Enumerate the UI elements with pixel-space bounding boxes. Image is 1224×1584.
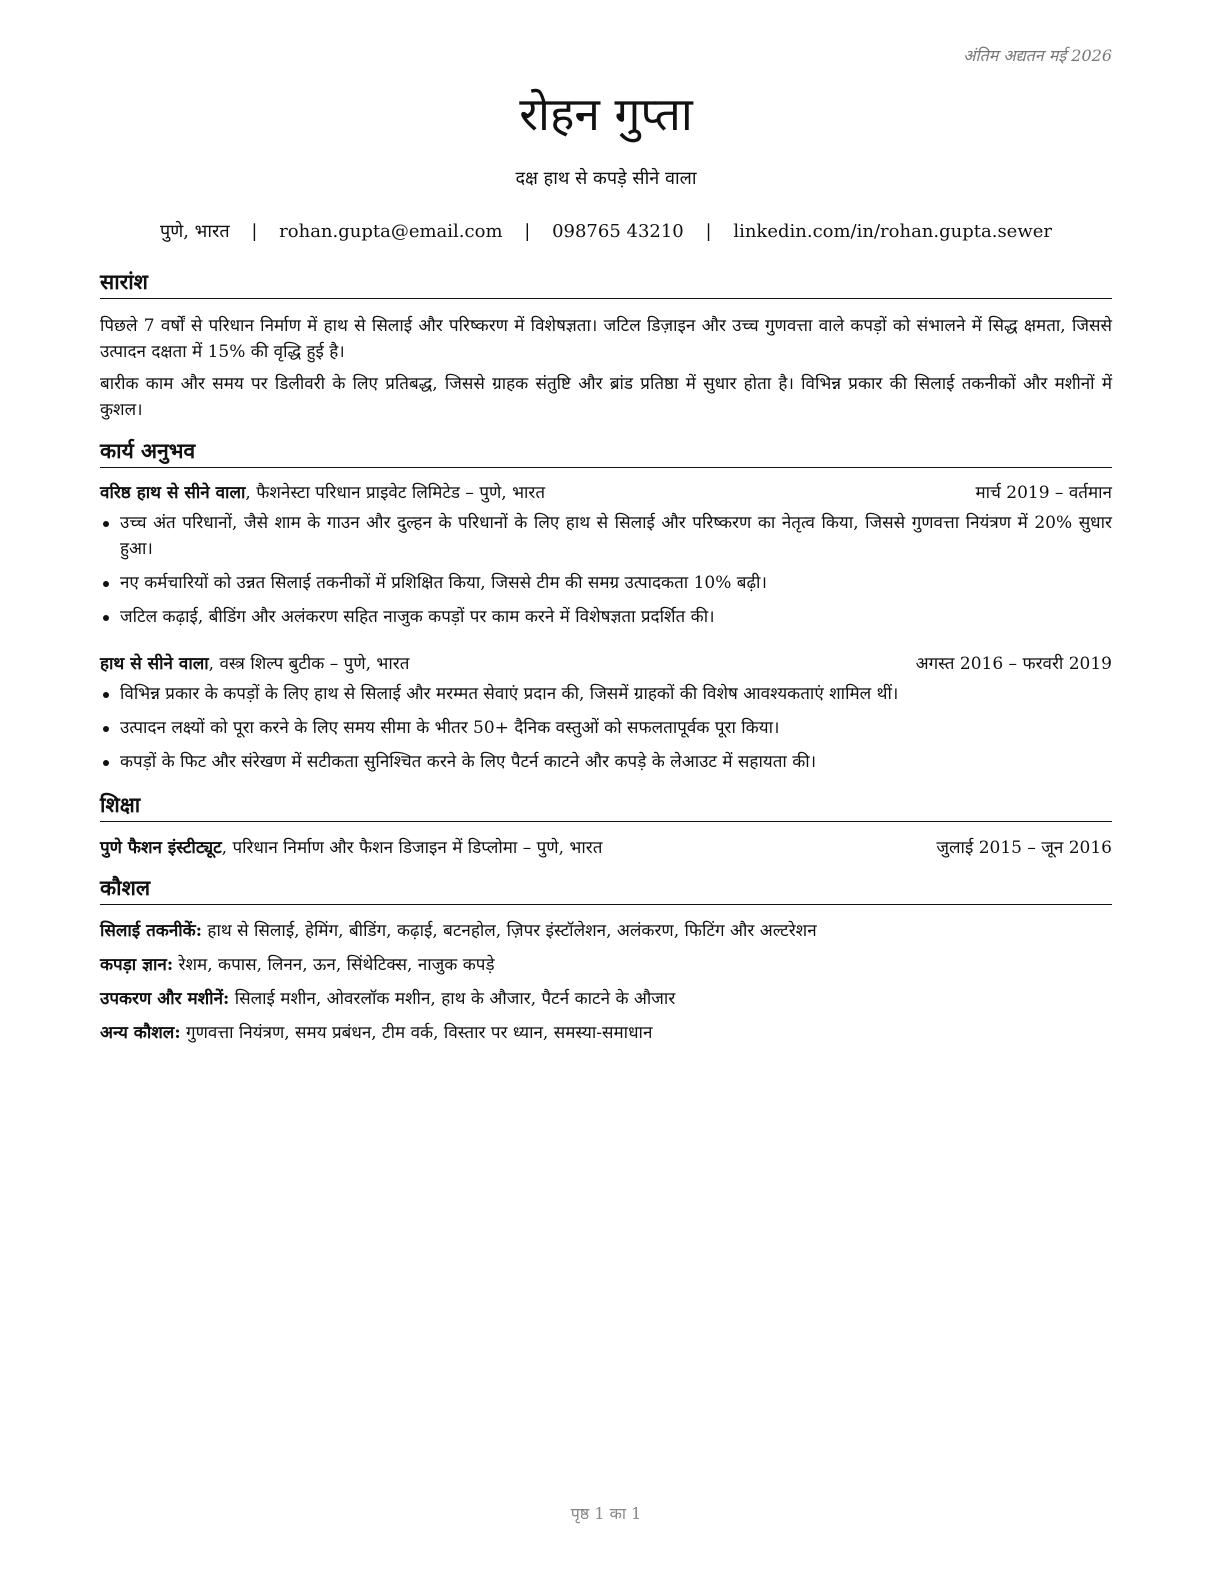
bullet-icon — [103, 726, 109, 732]
job-title-org — [100, 481, 545, 505]
job-header — [100, 481, 1112, 505]
contact-separator: | — [524, 221, 531, 242]
contact-location: पुणे, भारत — [159, 221, 230, 242]
skill-line — [100, 919, 1112, 943]
list-item — [100, 715, 1112, 741]
skill-line — [100, 987, 1112, 1011]
job-title-org — [100, 652, 409, 676]
bullet-text: उत्पादन लक्ष्यों को पूरा करने के लिए समय सीमा के भीतर 50+ दैनिक वस्तुओं को सफलतापूर्वक पूरा किया। — [120, 718, 780, 738]
job-bullets — [100, 510, 1112, 630]
candidate-name: रोहन गुप्ता — [519, 87, 693, 141]
section-heading-education: शिक्षा — [100, 791, 1112, 822]
summary-paragraph: बारीक काम और समय पर डिलीवरी के लिए प्रतिबद्ध, जिससे ग्राहक संतुष्टि और ब्रांड प्रतिष्ठा में सुधार होता है। विभिन्न प्रकार की सिलाई तकनीकों और मशीनों में कुशल। — [100, 374, 1112, 420]
job-bullets — [100, 681, 1112, 775]
bullet-text: उच्च अंत परिधानों, जैसे शाम के गाउन और दुल्हन के परिधानों के लिए हाथ से सिलाई और परिष्करण का नेतृत्व किया, जिससे गुणवत्ता नियंत्रण में 20% सुधार हुआ। — [120, 513, 1112, 559]
contact-line — [100, 219, 1112, 243]
contact-separator: | — [251, 221, 258, 242]
job-org: , वस्त्र शिल्प बुटीक – पुणे, भारत — [208, 654, 410, 674]
education-institution: पुणे फैशन इंस्टीट्यूट — [100, 838, 222, 858]
section-heading-summary: सारांश — [100, 268, 1112, 299]
job-dates: अगस्त 2016 – फरवरी 2019 — [915, 654, 1112, 674]
skill-value: रेशम, कपास, लिनन, ऊन, सिंथेटिक्स, नाजुक कपड़े — [173, 955, 495, 975]
job-header — [100, 652, 1112, 676]
contact-email[interactable]: rohan.gupta@email.com — [279, 221, 503, 242]
bullet-text: जटिल कढ़ाई, बीडिंग और अलंकरण सहित नाजुक कपड़ों पर काम करने में विशेषज्ञता प्रदर्शित की। — [120, 607, 715, 627]
education-dates: जुलाई 2015 – जून 2016 — [936, 838, 1112, 858]
bullet-icon — [103, 581, 109, 587]
skill-line — [100, 953, 1112, 977]
job-role: हाथ से सीने वाला — [100, 654, 209, 674]
bullet-icon — [103, 521, 109, 527]
bullet-text: विभिन्न प्रकार के कपड़ों के लिए हाथ से सिलाई और मरम्मत सेवाएं प्रदान की, जिसमें ग्राहकों की विशेष आवश्यकताएं शामिल थीं। — [120, 684, 899, 704]
list-item — [100, 681, 1112, 707]
list-item — [100, 570, 1112, 596]
job-org: , फैशनेस्टा परिधान प्राइवेट लिमिटेड – पुणे, भारत — [245, 483, 546, 503]
bullet-icon — [103, 760, 109, 766]
education-title — [100, 836, 602, 860]
list-item — [100, 749, 1112, 775]
section-heading-skills: कौशल — [100, 874, 1112, 905]
skill-value: हाथ से सिलाई, हेमिंग, बीडिंग, कढ़ाई, बटनहोल, ज़िपर इंस्टॉलेशन, अलंकरण, फिटिंग और अल्टरेशन — [202, 921, 817, 941]
last-updated: अंतिम अद्यतन मई 2026 — [963, 46, 1112, 65]
job-dates: मार्च 2019 – वर्तमान — [975, 483, 1112, 503]
skill-label: सिलाई तकनीकें: — [100, 921, 203, 941]
bullet-text: कपड़ों के फिट और संरेखण में सटीकता सुनिश्चित करने के लिए पैटर्न काटने और कपड़े के लेआउट में सहायता की। — [120, 752, 817, 772]
bullet-icon — [103, 615, 109, 621]
bullet-icon — [103, 692, 109, 698]
list-item — [100, 604, 1112, 630]
contact-phone: 098765 43210 — [552, 221, 684, 242]
education-entry — [100, 836, 1112, 860]
skill-label: कपड़ा ज्ञान: — [100, 955, 174, 975]
education-detail: , परिधान निर्माण और फैशन डिजाइन में डिप्लोमा – पुणे, भारत — [221, 838, 603, 858]
summary-paragraph: पिछले 7 वर्षों से परिधान निर्माण में हाथ से सिलाई और परिष्करण में विशेषज्ञता। जटिल डिज़ाइन और उच्च गुणवत्ता वाले कपड़ों को संभालने में सिद्ध क्षमता, जिससे उत्पादन दक्षता में 15% की वृद्धि हुई है। — [100, 316, 1112, 362]
contact-linkedin[interactable]: linkedin.com/in/rohan.gupta.sewer — [733, 221, 1052, 242]
page-number: पृष्ठ 1 का 1 — [570, 1504, 642, 1523]
job-role: वरिष्ठ हाथ से सीने वाला — [100, 483, 246, 503]
section-heading-experience: कार्य अनुभव — [100, 437, 1112, 468]
list-item — [100, 510, 1112, 562]
tagline: दक्ष हाथ से कपड़े सीने वाला — [515, 168, 697, 189]
bullet-text: नए कर्मचारियों को उन्नत सिलाई तकनीकों में प्रशिक्षित किया, जिससे टीम की समग्र उत्पादकता 10% बढ़ी। — [120, 573, 767, 593]
skill-label: अन्य कौशल: — [100, 1023, 181, 1043]
skill-label: उपकरण और मशीनें: — [100, 989, 230, 1009]
skill-line — [100, 1021, 1112, 1045]
contact-separator: | — [705, 221, 712, 242]
resume-page — [100, 0, 1112, 1584]
skill-value: सिलाई मशीन, ओवरलॉक मशीन, हाथ के औजार, पैटर्न काटने के औजार — [229, 989, 676, 1009]
skill-value: गुणवत्ता नियंत्रण, समय प्रबंधन, टीम वर्क, विस्तार पर ध्यान, समस्या-समाधान — [180, 1023, 653, 1043]
